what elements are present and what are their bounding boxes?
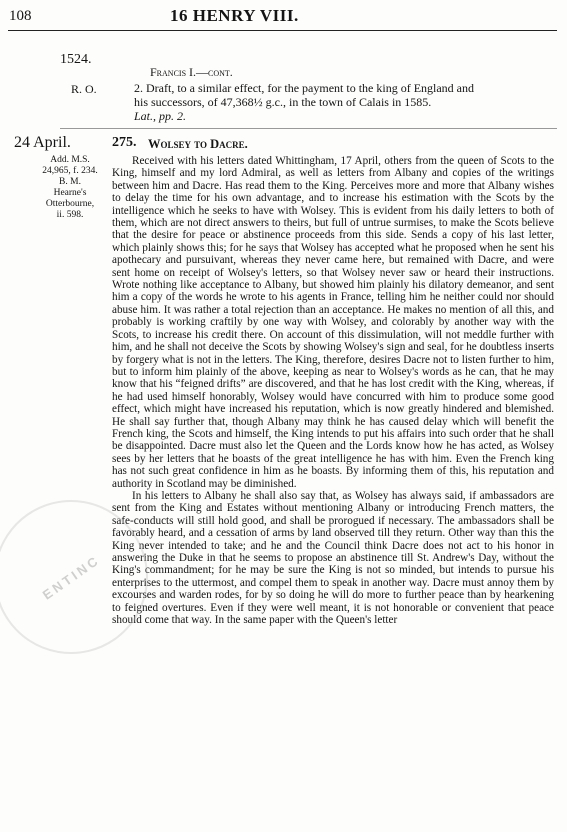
body-paragraph: In his letters to Albany he shall also say that, as Wolsey has always said, if ambassadors are sent from the King and Estates without mentioning Albany or introducing French matters, the safe-conducts will still hold good, and shall be prorogued if necessary. The ambassadors shall be favorably heard, and a cessation of arms by land observed till they return. Other way than this the King never intended to take; and he and the Council think Dacre does not act to his honor in answering the Duke in that he seems to propose an abstinence till St. Andrew's Day, without the King's commandment; for he may be sure the King is not so minded, but intends to pursue his enterprises to the uttermost, and compel them to speak in another way. Dacre must annoy them by excourses and warden rodes, for by so doing he will do more to further peace than by hearkening to feigned overtures. Even if they were well meant, it is not honorable or convenient that peace should come that way. In the same paper with the Queen's letter: [112, 489, 554, 627]
previous-entry-line-1: 2. Draft, to a similar effect, for the payment to the king of England and: [134, 81, 475, 95]
header-rule: [8, 30, 557, 31]
ref-line-1: Add. M.S.: [50, 155, 90, 165]
entry-separator: [60, 128, 557, 129]
previous-entry-line-2: his successors, of 47,368½ g.c., in the town of Calais in 1585.: [134, 95, 432, 109]
document-title: Wolsey to Dacre.: [148, 137, 248, 151]
page-number: 108: [9, 8, 32, 24]
ref-line-5: Otterbourne,: [45, 199, 95, 209]
watermark-text: ENTINC: [39, 551, 103, 603]
entry-date: 24 April.: [14, 134, 71, 151]
body-paragraph: Received with his letters dated Whittingham, 17 April, others from the queen of Scots to the King, himself and my lord Admiral, as well as letters from Albany and copies of the writings between him and Dacre. Has read them to the King. Perceives more and more that Albany wishes to delay the time for his own advantage, and to increase his estimation with the Scots by the intelligence which he seeks to have with Wolsey. This is evident from his daily letters to both of them, which are not direct answers to theirs, but full of untrue surmises, to make the Scots believe that the desire for peace or abstinence proceeds from this side. Sends a copy of his last letter, which plainly shows this; for he says that Wolsey has accepted what he proposed when he sent his apothecary and pursuivant, whereas they never came here, but remained with Dacre, and were sent home on receipt of Wolsey's letters, so that Wolsey never saw or heard their instructions. Wrote nothing like acceptance to Albany, but showed him plainly his dilatory demeanor, and sent him a copy of the words he wrote to his agents in France, telling him he neither could nor should abuse him. It was rather a total rejection than an acceptance. He makes no mention of all this, and probably is working craftily by one way with Wolsey, and colorably by another way with the Scots, to increase his credit there. On account of this dissimulation, will not meddle further with him, and he shall not deceive the Scots by showing Wolsey's sign and seal, for he doubtless inserts by forgery what is not in the letters. The King, therefore, desires Dacre not to listen further to him, but to inform him plainly of the above, keeping as near to Wolsey's words as he can, that he may know that his “feigned drifts” are discovered, and that he has lost credit with the King, whereas, if he had used himself honorably, Wolsey would have concurred with him to produce some good effect, which might have increased his reputation, which is now greatly hindered and blemished. He shall say further that, though Albany may think he has caused delay which will benefit the French king, the Scots and himself, the King intends to put his affairs into such order that he shall be disappointed. Dacre must also let the Queen and the Lords know how he has acted, as Wolsey sees by her letters that he boasts of the great intelligence he has with him. Even the French king has not such great confidence in him as he boasts. By informing them of this, his reputation and authority in Scotland may be diminished.: [112, 155, 554, 490]
continuation-heading: Francis I.—cont.: [150, 65, 233, 79]
ref-line-4: Hearne's: [53, 188, 87, 198]
document-number: 275.: [112, 135, 137, 150]
margin-source: R. O.: [71, 82, 97, 96]
margin-year: 1524.: [60, 52, 92, 67]
ref-line-2: 24,965, f. 234.: [42, 166, 98, 176]
ref-line-3: B. M.: [59, 177, 81, 187]
previous-entry-lat: Lat., pp. 2.: [134, 109, 187, 123]
ref-line-6: ii. 598.: [56, 210, 84, 220]
running-head: 16 HENRY VIII.: [170, 6, 299, 25]
document-body: [112, 155, 554, 626]
